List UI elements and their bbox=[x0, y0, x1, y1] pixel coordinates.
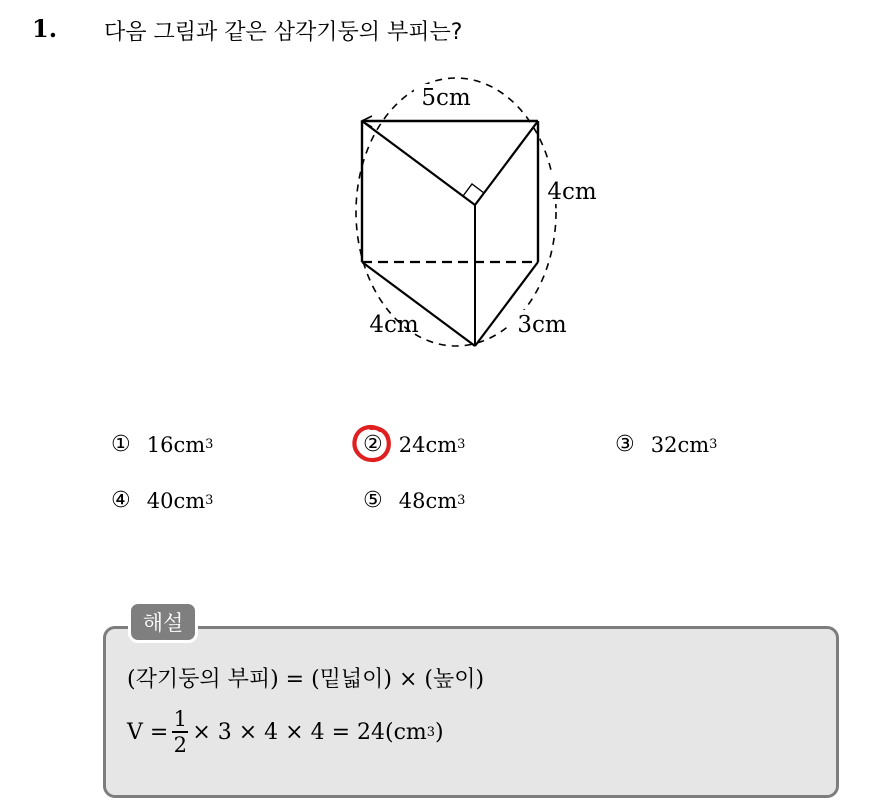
choice-3-mark: ③ bbox=[615, 432, 635, 457]
choice-5[interactable] bbox=[363, 488, 465, 513]
choice-1-exp: 3 bbox=[205, 437, 214, 452]
triangular-prism-figure bbox=[0, 0, 884, 400]
calc-close: ) bbox=[435, 719, 444, 745]
right-angle-mark bbox=[463, 184, 484, 196]
choice-5-exp: 3 bbox=[457, 493, 466, 508]
solution-calculation bbox=[127, 707, 444, 757]
choice-2-value: 24cm bbox=[398, 432, 458, 457]
choice-5-mark: ⑤ bbox=[363, 488, 383, 513]
question-number: 1. bbox=[32, 14, 58, 43]
calc-rhs: × 3 × 4 × 4 = 24(cm bbox=[192, 719, 427, 745]
choice-5-value: 48cm bbox=[398, 488, 458, 513]
frac-numerator: 1 bbox=[173, 707, 188, 731]
label-right: 4cm bbox=[547, 179, 597, 205]
choice-3-value: 32cm bbox=[650, 432, 710, 457]
answer-circle-icon bbox=[350, 423, 394, 465]
choice-4-mark: ④ bbox=[111, 488, 131, 513]
frac-denominator: 2 bbox=[173, 733, 188, 757]
choice-4-exp: 3 bbox=[205, 493, 214, 508]
choice-4[interactable] bbox=[111, 488, 213, 513]
choice-4-value: 40cm bbox=[146, 488, 206, 513]
label-top: 5cm bbox=[421, 85, 471, 111]
choice-1[interactable] bbox=[111, 432, 213, 457]
label-bottom-left: 4cm bbox=[369, 312, 419, 338]
choice-2-mark: ② bbox=[363, 432, 383, 457]
solution-tab: 해설 bbox=[128, 601, 198, 643]
label-bottom-right: 3cm bbox=[517, 312, 567, 338]
question-text: 다음 그림과 같은 삼각기둥의 부피는? bbox=[104, 20, 463, 45]
calc-fraction bbox=[172, 707, 188, 757]
choice-1-mark: ① bbox=[111, 432, 131, 457]
choice-3[interactable] bbox=[615, 432, 717, 457]
top-right-edge bbox=[475, 121, 538, 205]
calc-exp: 3 bbox=[426, 724, 436, 740]
solution-formula: (각기둥의 부피) = (밑넓이) × (높이) bbox=[127, 667, 485, 692]
top-left-edge bbox=[362, 121, 475, 205]
choice-3-exp: 3 bbox=[709, 437, 718, 452]
dashed-ellipse bbox=[356, 78, 556, 346]
choice-1-value: 16cm bbox=[146, 432, 206, 457]
choice-2-exp: 3 bbox=[457, 437, 466, 452]
calc-lhs: V = bbox=[127, 719, 169, 745]
